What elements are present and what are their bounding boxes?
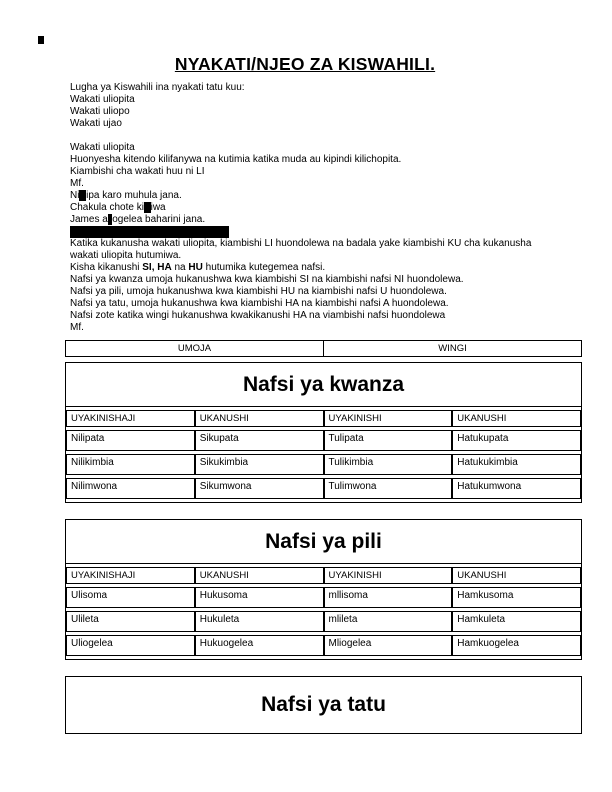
section-nafsi-ya-tatu (65, 676, 582, 734)
header-cell: UYAKINISHI (324, 567, 453, 584)
past-tense-heading: Wakati uliopita (70, 142, 135, 153)
examples-label: Mf. (70, 322, 84, 333)
negation-rule: Nafsi zote katika wingi hukanushwa kwakikanushi HA na viambishi nafsi huondolewa (70, 310, 446, 321)
table-header-row (66, 341, 582, 357)
table-cell: mlileta (324, 611, 453, 632)
highlighted-affix: li (107, 214, 113, 225)
table-row (66, 478, 581, 499)
negation-rule: Nafsi ya pili, umoja hukanushwa kwa kiambishi HU na kiambishi nafsi U huondolewa. (70, 286, 447, 297)
past-tense-description: Huonyesha kitendo kilifanywa na kutimia katika muda au kipindi kilichopita. (70, 154, 402, 165)
example-sentence (70, 202, 540, 214)
section-title: Nafsi ya pili (66, 520, 581, 564)
stray-mark-icon (38, 36, 44, 44)
table-row (66, 587, 581, 608)
tables-area (65, 340, 582, 734)
table-row (66, 611, 581, 632)
negation-paragraph-line: wakati uliopita hutumiwa. (70, 250, 182, 261)
table-cell: Nilikimbia (66, 454, 195, 475)
conjugation-table (66, 407, 581, 502)
document-body (70, 54, 540, 334)
table-cell: Tulikimbia (324, 454, 453, 475)
table-cell: Ulileta (66, 611, 195, 632)
section-nafsi-ya-kwanza (65, 362, 582, 503)
table-cell: Hukusoma (195, 587, 324, 608)
header-cell: UYAKINISHAJI (66, 410, 195, 427)
example-sentence (70, 214, 540, 226)
table-cell: Mliogelea (324, 635, 453, 656)
table-cell: Tulipata (324, 430, 453, 451)
header-cell: UYAKINISHI (324, 410, 453, 427)
examples-label: Mf. (70, 178, 84, 189)
table-cell: Hamkuleta (452, 611, 581, 632)
blank-line (70, 130, 540, 142)
table-cell: Hatukupata (452, 430, 581, 451)
section-nafsi-ya-pili (65, 519, 582, 660)
document-title: NYAKATI/NJEO ZA KISWAHILI. (174, 54, 436, 74)
kisha-line (70, 262, 540, 274)
example-text-pre: Ni (70, 190, 80, 201)
header-cell: UKANUSHI (195, 567, 324, 584)
table-cell: Nilipata (66, 430, 195, 451)
section-title: Nafsi ya tatu (261, 693, 386, 716)
table-cell: Hamkuogelea (452, 635, 581, 656)
table-cell: Nilimwona (66, 478, 195, 499)
table-cell: Sikukimbia (195, 454, 324, 475)
table-row (66, 454, 581, 475)
highlighted-affix: lil (79, 190, 87, 201)
table-cell: Hatukumwona (452, 478, 581, 499)
header-cell: UKANUSHI (452, 410, 581, 427)
tense-item: Wakati ujao (70, 118, 122, 129)
kisha-bold-markers: SI, HA (142, 262, 172, 273)
example-text-post: ipa karo muhula jana. (86, 190, 182, 201)
table-header-row (66, 567, 581, 584)
example-text-post: ogelea baharini jana. (112, 214, 206, 225)
example-text-pre: James a (70, 214, 108, 225)
negation-heading: Kukanusha kwa kutegemea nafsi (71, 226, 228, 237)
table-cell: Hamkusoma (452, 587, 581, 608)
table-cell: Ulisoma (66, 587, 195, 608)
table-cell: Sikupata (195, 430, 324, 451)
example-text-pre: Chakula chote ki (70, 202, 144, 213)
table-cell: Hukuleta (195, 611, 324, 632)
intro-line: Lugha ya Kiswahili ina nyakati tatu kuu: (70, 82, 245, 93)
kisha-text: hutumika kutegemea nafsi. (202, 262, 326, 273)
table-row (66, 430, 581, 451)
negation-rule: Nafsi ya tatu, umoja hukanushwa kwa kiambishi HA na kiambishi nafsi A huondolewa. (70, 298, 449, 309)
conjugation-table (66, 564, 581, 659)
wingi-header-cell: WINGI (324, 341, 582, 357)
table-header-row (66, 410, 581, 427)
table-cell: Hatukukimbia (452, 454, 581, 475)
table-cell: Tulimwona (324, 478, 453, 499)
umoja-wingi-table (65, 340, 582, 357)
umoja-header-cell: UMOJA (66, 341, 324, 357)
table-cell: Hukuogelea (195, 635, 324, 656)
table-cell: Sikumwona (195, 478, 324, 499)
negation-heading-line (70, 226, 540, 238)
kisha-text: Kisha kikanushi (70, 262, 143, 273)
negation-rule: Nafsi ya kwanza umoja hukanushwa kwa kiambishi SI na kiambishi nafsi NI huondolewa. (70, 274, 464, 285)
example-text-post: iwa (150, 202, 166, 213)
table-row (66, 635, 581, 656)
negation-paragraph-line: Katika kukanusha wakati uliopita, kiambishi LI huondolewa na badala yake kiambishi KU cha kukanusha (70, 238, 532, 249)
header-cell: UYAKINISHAJI (66, 567, 195, 584)
kisha-text: na (171, 262, 189, 273)
tense-item: Wakati uliopo (70, 106, 130, 117)
past-tense-marker-line: Kiambishi cha wakati huu ni LI (70, 166, 205, 177)
highlighted-affix: lil (143, 202, 151, 213)
tense-item: Wakati uliopita (70, 94, 135, 105)
table-cell: mllisoma (324, 587, 453, 608)
example-sentence (70, 190, 540, 202)
header-cell: UKANUSHI (195, 410, 324, 427)
section-title: Nafsi ya kwanza (66, 363, 581, 407)
header-cell: UKANUSHI (452, 567, 581, 584)
kisha-bold-markers: HU (188, 262, 203, 273)
table-cell: Uliogelea (66, 635, 195, 656)
